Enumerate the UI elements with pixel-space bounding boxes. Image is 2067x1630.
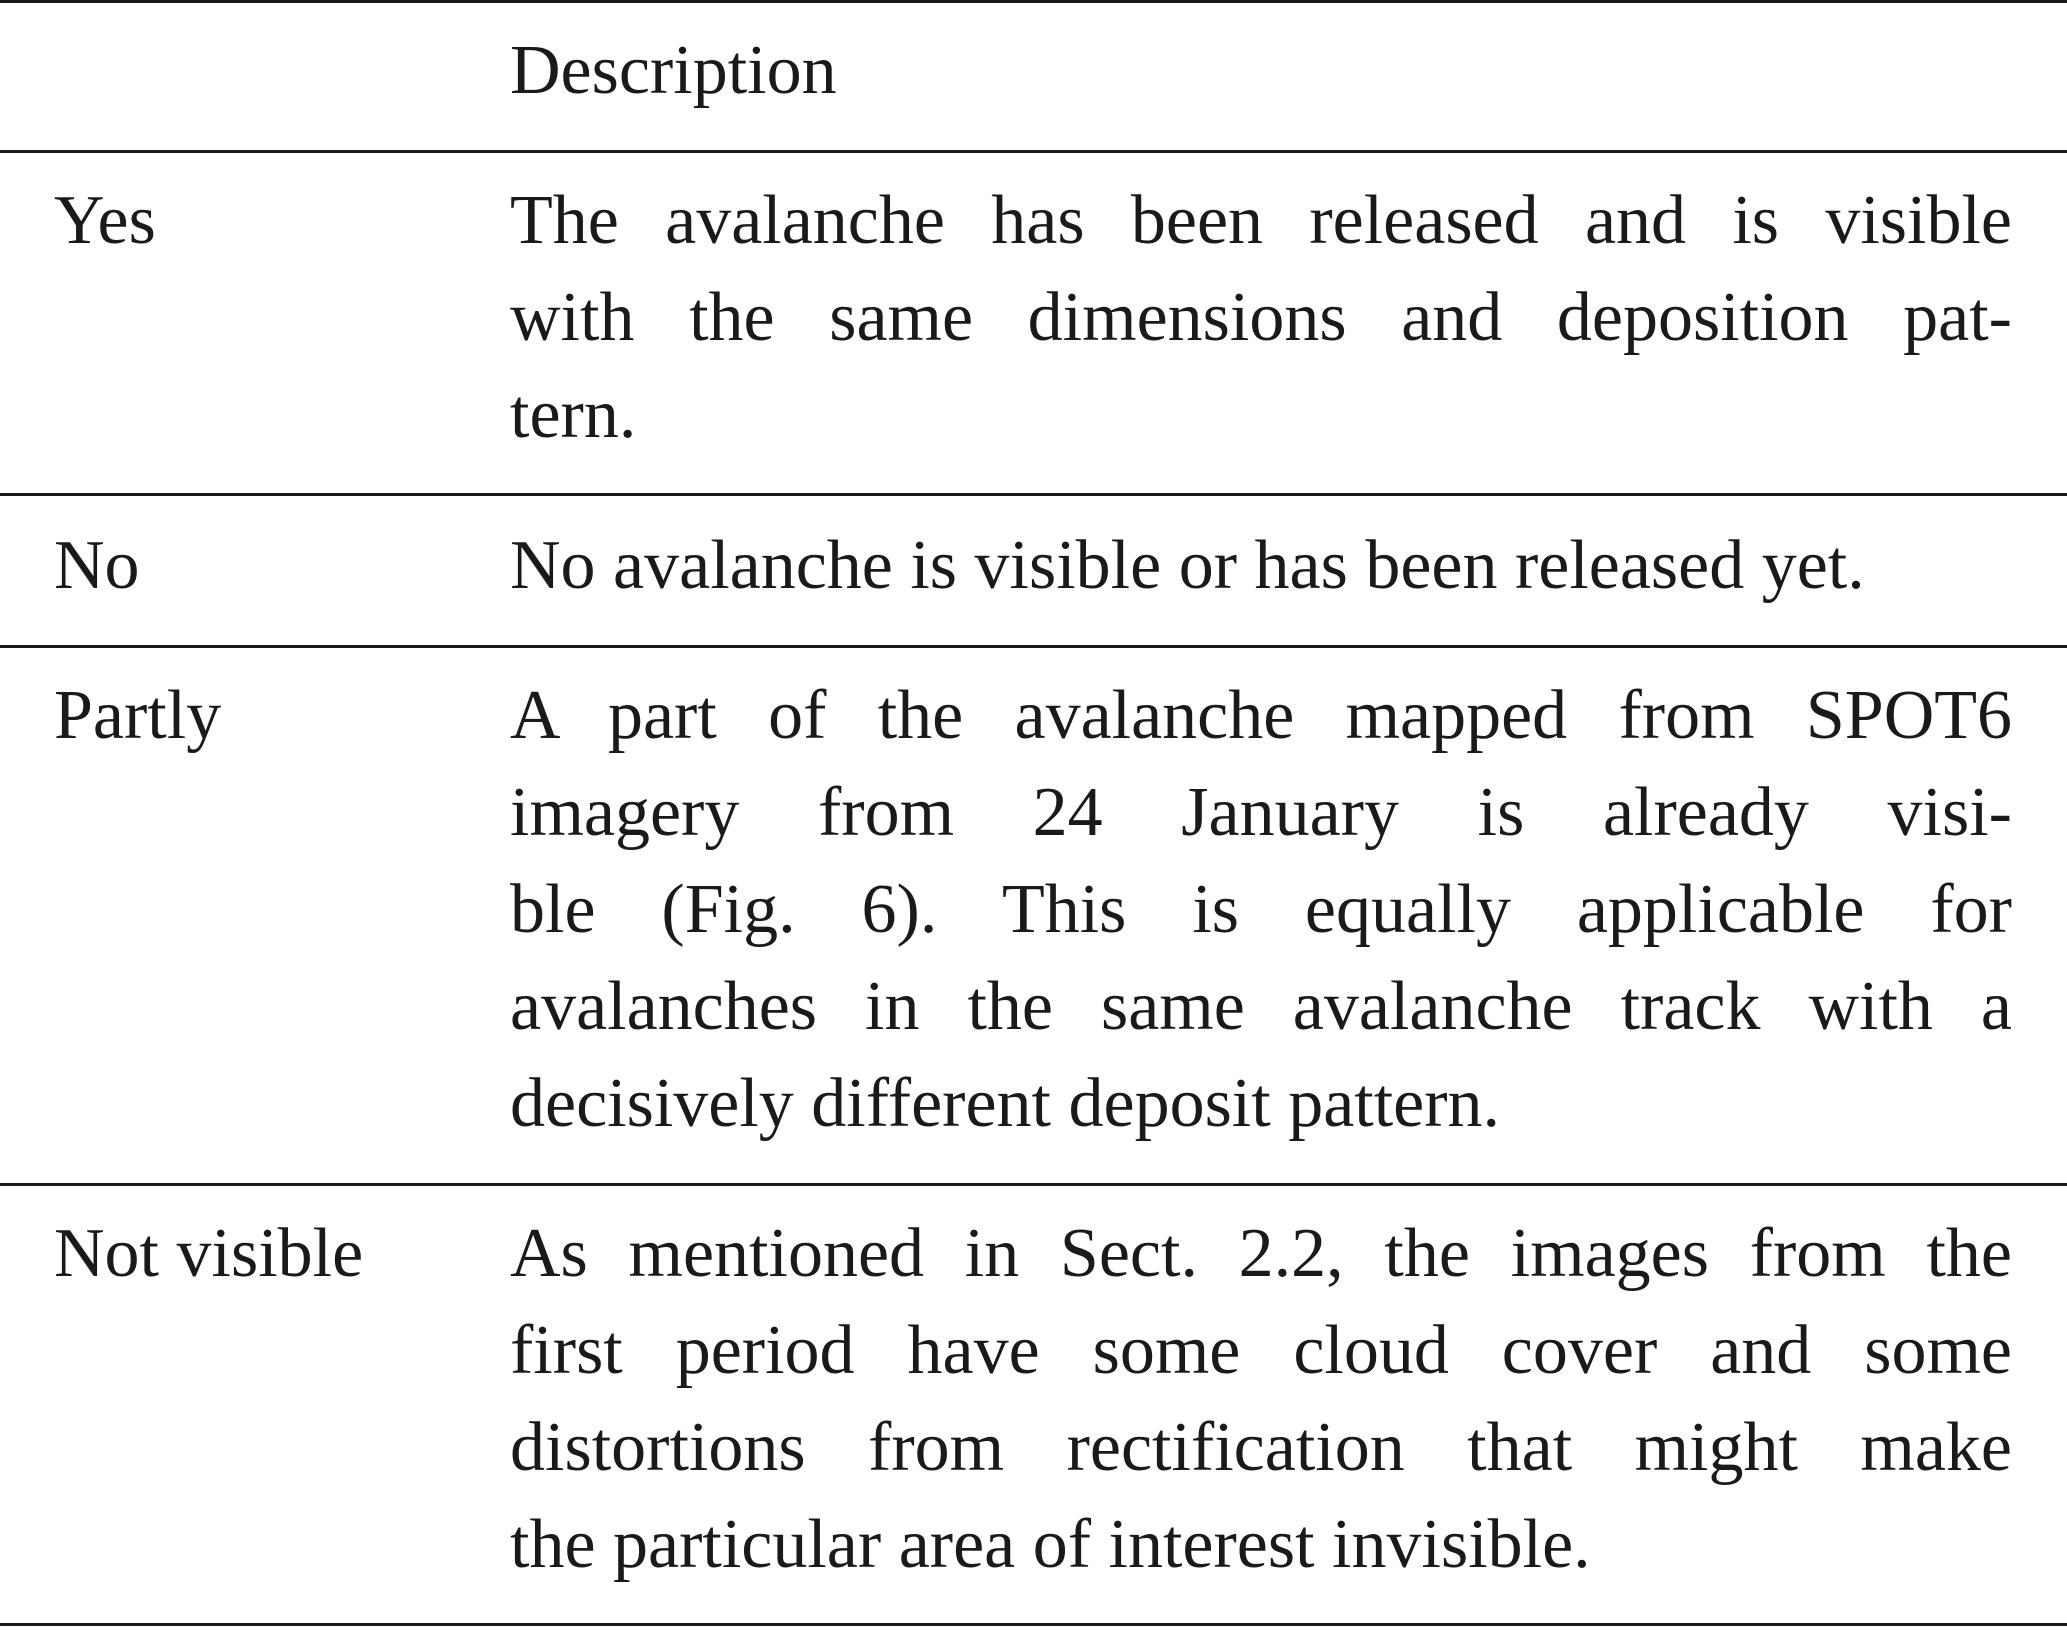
- header-rule: [0, 150, 2067, 153]
- row-label-no: No: [54, 527, 140, 604]
- bottom-rule: [0, 1623, 2067, 1626]
- description-line: ble (Fig. 6). This is equally applicable for: [510, 871, 2012, 948]
- row-description-no: [510, 517, 2012, 614]
- row-label-not-visible: Not visible: [54, 1215, 364, 1292]
- description-line: avalanches in the same avalanche track with a: [510, 968, 2012, 1045]
- row-rule: [0, 645, 2067, 648]
- description-line: decisively different deposit pattern.: [510, 1065, 1501, 1142]
- row-description-not-visible: [510, 1205, 2012, 1593]
- description-line: No avalanche is visible or has been released yet.: [510, 527, 1865, 604]
- description-line: first period have some cloud cover and some: [510, 1312, 2012, 1389]
- description-line: with the same dimensions and deposition pat-: [510, 279, 2012, 356]
- description-line: distortions from rectification that might make: [510, 1409, 2012, 1486]
- description-line: As mentioned in Sect. 2.2, the images from the: [510, 1215, 2012, 1292]
- header-description: [510, 22, 2012, 119]
- row-description-partly: [510, 667, 2012, 1152]
- row-description-yes: [510, 172, 2012, 463]
- description-line: the particular area of interest invisible.: [510, 1506, 1591, 1583]
- description-line: tern.: [510, 376, 637, 453]
- row-label-yes: Yes: [54, 182, 156, 259]
- description-line: A part of the avalanche mapped from SPOT6: [510, 677, 2012, 754]
- header-description-text: Description: [510, 32, 837, 109]
- row-rule: [0, 1183, 2067, 1186]
- row-label-partly: Partly: [54, 677, 222, 754]
- description-line: imagery from 24 January is already visi-: [510, 774, 2012, 851]
- row-rule: [0, 493, 2067, 496]
- description-line: The avalanche has been released and is visible: [510, 182, 2012, 259]
- top-rule: [0, 0, 2067, 3]
